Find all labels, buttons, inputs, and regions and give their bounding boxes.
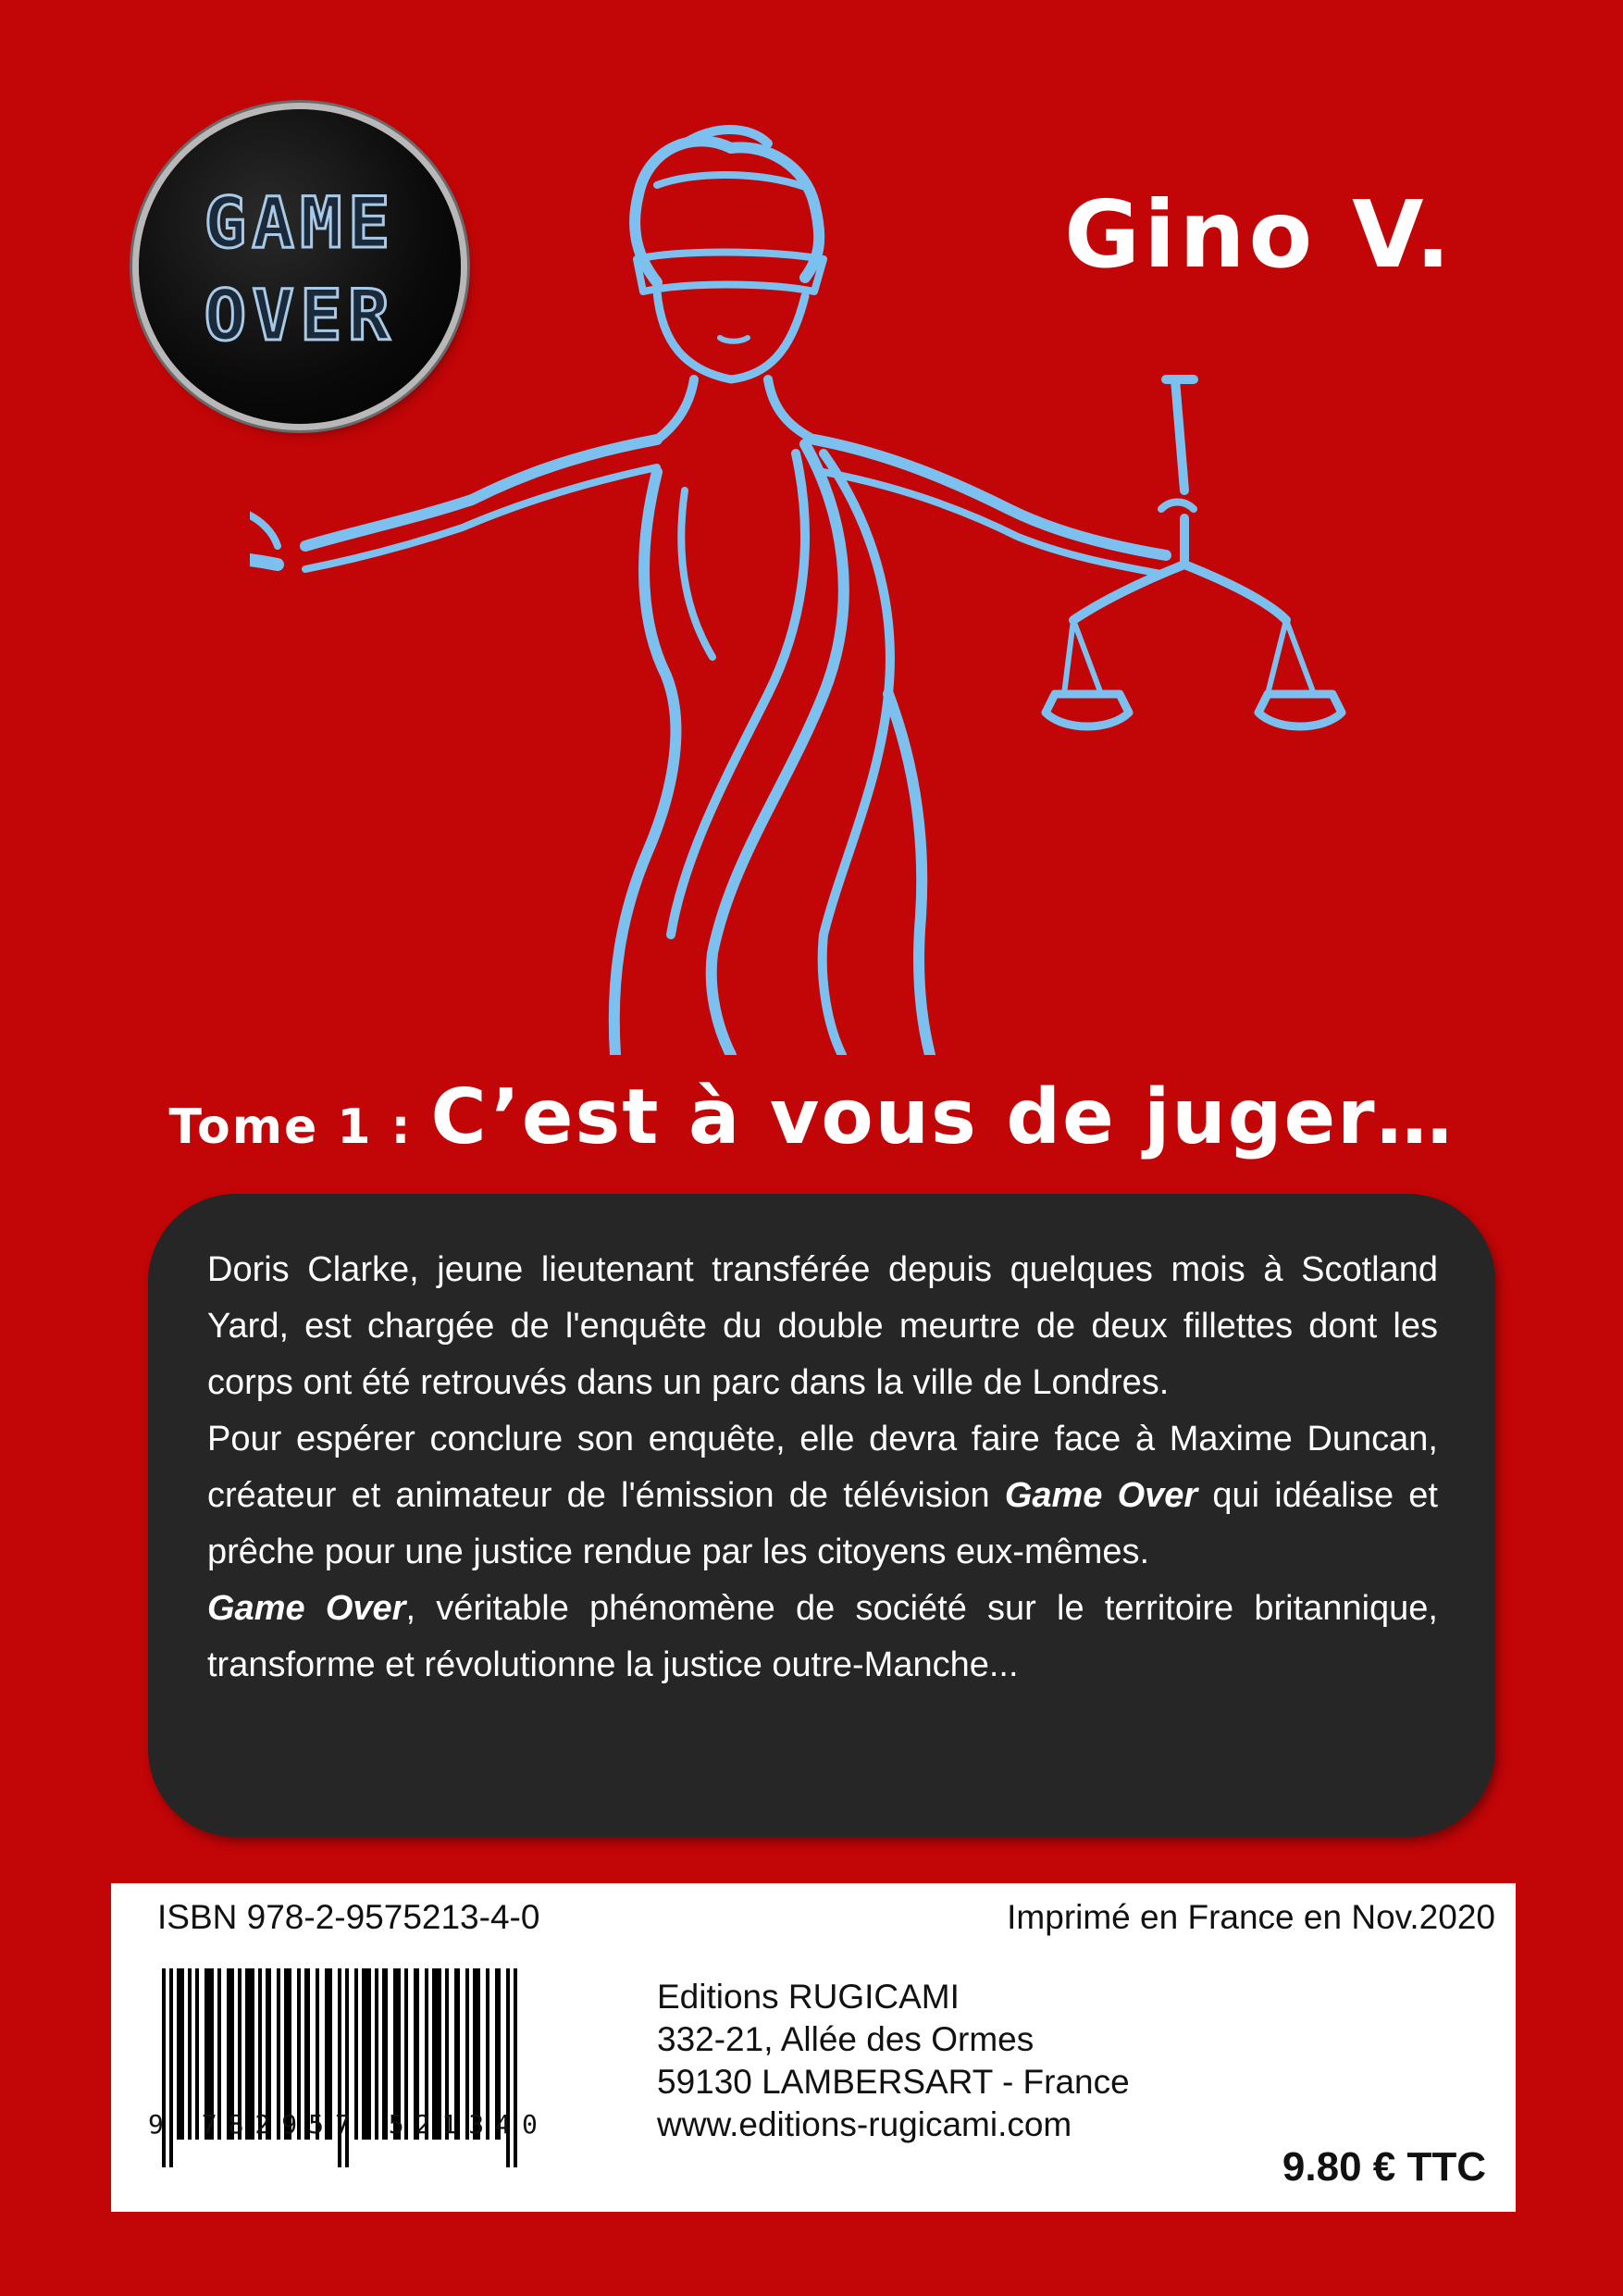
blurb-paragraph-3: Game Over, véritable phénomène de société sur le territoire britannique, transforme et révolutionne la justice outre-Manche... xyxy=(207,1589,1438,1684)
author-name: Gino V. xyxy=(1064,180,1455,289)
badge-line-2: OVER xyxy=(204,274,396,356)
blurb-paragraph-1: Doris Clarke, jeune lieutenant transférée depuis quelques mois à Scotland Yard, est chargée de l'enquête du double meurtre de deux fillettes dont les corps ont été retrouvés dans un parc dans la ville de Londres. xyxy=(207,1250,1438,1402)
title-volume: Tome 1 : xyxy=(168,1099,431,1155)
publisher-name: Editions RUGICAMI xyxy=(657,1978,960,2016)
address-line-1: 332-21, Allée des Ormes xyxy=(657,2020,1035,2058)
publisher-address xyxy=(657,1976,1130,2146)
book-title xyxy=(0,1074,1623,1161)
isbn: ISBN 978-2-9575213-4-0 xyxy=(157,1898,540,1936)
address-line-2: 59130 LAMBERSART - France xyxy=(657,2063,1130,2101)
blurb-text xyxy=(207,1242,1438,1694)
publisher-website: www.editions-rugicami.com xyxy=(657,2105,1072,2143)
title-main: C’est à vous de juger… xyxy=(430,1074,1455,1161)
price: 9.80 € TTC xyxy=(1282,2144,1486,2190)
blurb-box xyxy=(148,1194,1495,1837)
badge-line-1: GAME xyxy=(204,181,396,264)
barcode-digits: 9 782957 521340 xyxy=(148,2109,549,2140)
show-title-emphasis: Game Over xyxy=(1004,1476,1198,1515)
blurb-paragraph-2: Pour espérer conclure son enquête, elle devra faire face à Maxime Duncan, créateur et animateur de l'émission de télévision Game Over qui idéalise et prêche pour une justice rendue par les citoyens eux-mêmes. xyxy=(207,1420,1438,1571)
print-notice: Imprimé en France en Nov.2020 xyxy=(1007,1898,1495,1936)
publisher-info-panel xyxy=(111,1883,1516,2212)
show-title-emphasis: Game Over xyxy=(207,1589,406,1628)
lady-justice-illustration xyxy=(250,120,1453,1055)
